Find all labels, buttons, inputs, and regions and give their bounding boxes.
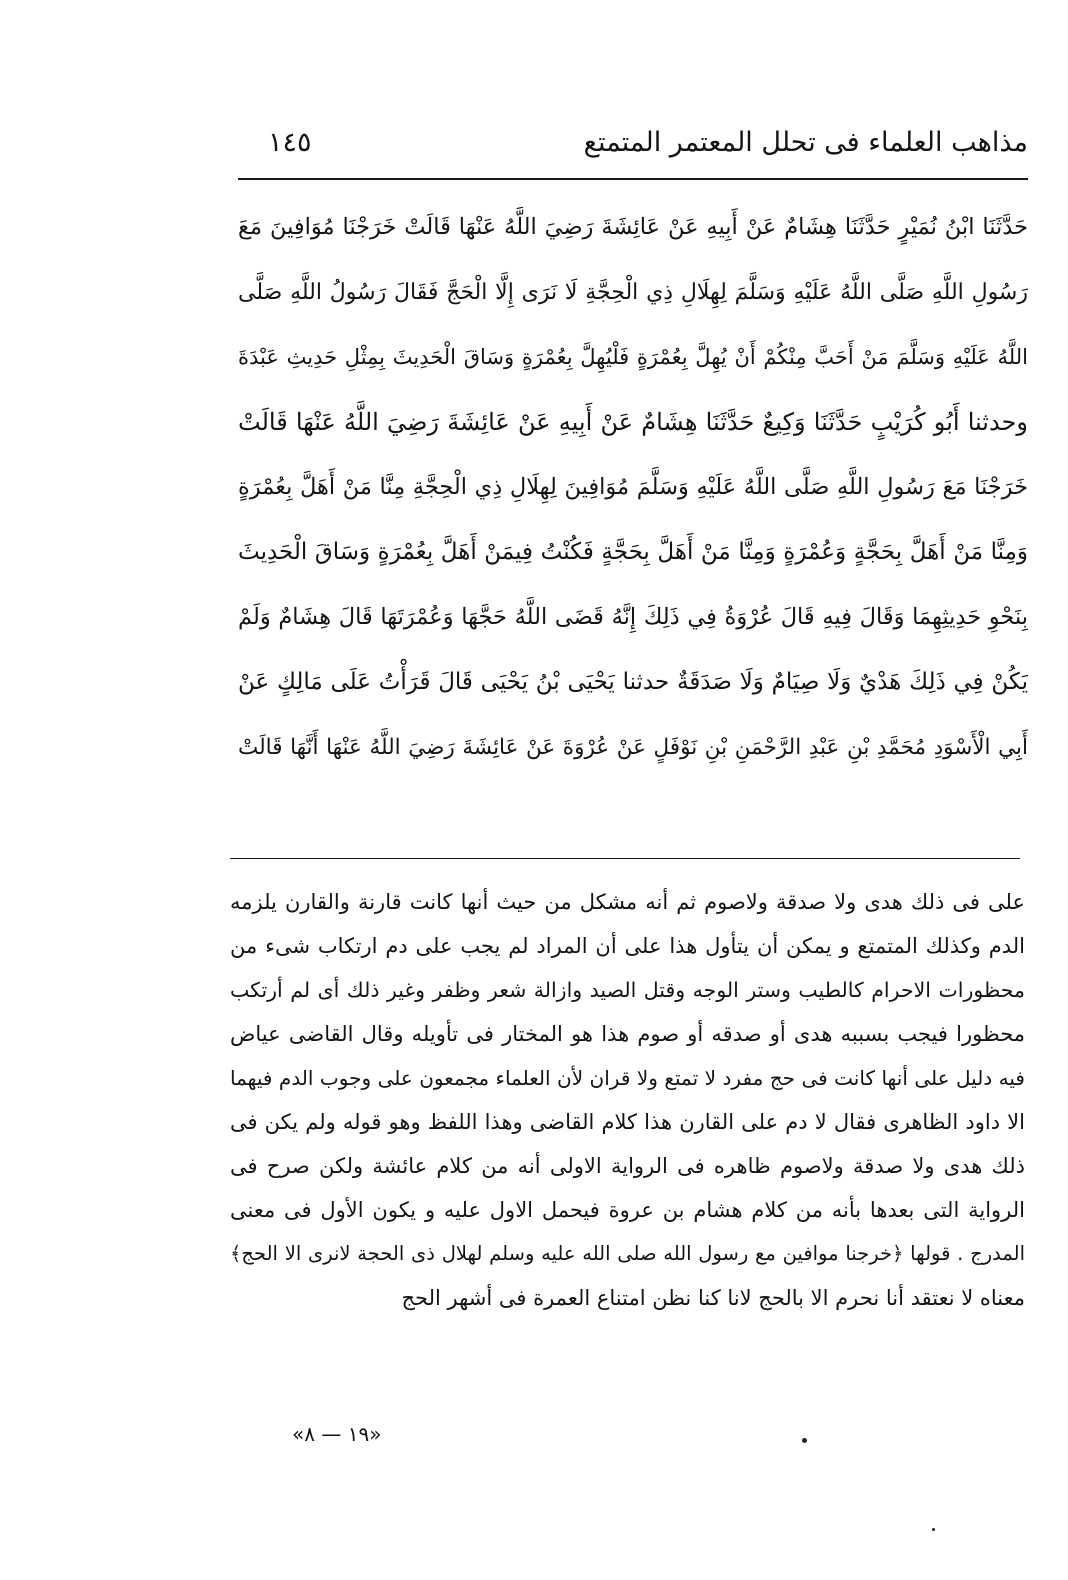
page-number: ١٤٥	[268, 127, 312, 158]
commentary-line: الدم وكذلك المتمتع و يمكن أن يتأول هذا على أن المراد لم يجب على دم ارتكاب شىء من	[230, 934, 1025, 958]
hadith-line: وَمِنَّا مَنْ أَهَلَّ بِحَجَّةٍ وَعُمْرَةٍ وَمِنَّا مَنْ أَهَلَّ بِحَجَّةٍ فَكُنْتُ فِيمَنْ أَهَلَّ بِعُمْرَةٍ وَسَاقَ الْحَدِيثَ	[238, 539, 1028, 565]
commentary-line: محظورا فيجب بسببه هدى أو صدقه أو صوم هذا هو المختار فى تأويله وقال القاضى عياض	[230, 1022, 1025, 1046]
commentary-line: الا داود الظاهرى فقال لا دم على القارن هذا كلام القاضى وهذا اللفظ وهو قوله ولم يكن فى	[230, 1110, 1025, 1134]
commentary-text	[230, 880, 1025, 1320]
hadith-line: وحدثنا أَبُو كُرَيْبٍ حَدَّثَنَا وَكِيعٌ حَدَّثَنَا هِشَامٌ عَنْ أَبِيهِ عَنْ عَائِشَةَ رَضِيَ اللَّهُ عَنْهَا قَالَتْ	[238, 408, 1028, 436]
commentary-line: المدرج . قولها ﴿خرجنا موافين مع رسول الله صلى الله عليه وسلم لهلال ذى الحجة لانرى الا الحج﴾	[230, 1242, 1025, 1265]
hadith-line: اللَّهُ عَلَيْهِ وَسَلَّمَ مَنْ أَحَبَّ مِنْكُمْ أَنْ يُهِلَّ بِعُمْرَةٍ فَلْيُهِلَّ بِعُمْرَةٍ وَسَاقَ الْحَدِيثَ بِمِثْلِ حَدِيثِ عَبْدَةَ	[238, 345, 1028, 369]
commentary-line: على فى ذلك هدى ولا صدقة ولاصوم ثم أنه مشكل من حيث أنها كانت قارنة والقارن يلزمه	[230, 890, 1025, 914]
speck-mark	[802, 1438, 807, 1443]
header-rule	[238, 178, 1028, 180]
commentary-line: محظورات الاحرام كالطيب وستر الوجه وقتل الصيد وازالة شعر وظفر وغير ذلك أى لم أرتكب	[230, 978, 1025, 1002]
running-title: مذاهب العلماء فى تحلل المعتمر المتمتع	[583, 127, 1028, 158]
commentary-line: معناه لا نعتقد أنا نحرم الا بالحج لانا كنا نظن امتناع العمرة فى أشهر الحج	[401, 1286, 1025, 1310]
hadith-text	[238, 195, 1028, 780]
commentary-line: الرواية التى بعدها بأنه من كلام هشام بن عروة فيحمل الاول عليه و يكون الأول فى معنى	[230, 1198, 1025, 1222]
hadith-line: يَكُنْ فِي ذَلِكَ هَدْيٌ وَلَا صِيَامٌ وَلَا صَدَقَةٌ حدثنا يَحْيَى بْنُ يَحْيَى قَالَ قَرَأْتُ عَلَى مَالِكٍ عَنْ	[238, 669, 1028, 695]
hadith-line: أَبِي الْأَسْوَدِ مُحَمَّدِ بْنِ عَبْدِ الرَّحْمَنِ بْنِ نَوْفَلٍ عَنْ عُرْوَةَ عَنْ عَائِشَةَ رَضِيَ اللَّهُ عَنْهَا أَنَّهَا قَالَتْ	[238, 735, 1028, 760]
commentary-separator	[230, 858, 1020, 859]
speck-mark	[932, 1528, 935, 1531]
hadith-line: رَسُولِ اللَّهِ صَلَّى اللَّهُ عَلَيْهِ وَسَلَّمَ لِهِلَالِ ذِي الْحِجَّةِ لَا نَرَى إِلَّا الْحَجَّ فَقَالَ رَسُولُ اللَّهِ صَلَّى	[238, 280, 1028, 305]
page-header	[238, 125, 1028, 171]
commentary-line: فيه دليل على أنها كانت فى حج مفرد لا تمتع ولا قران لأن العلماء مجمعون على وجوب الدم فيهما	[230, 1066, 1025, 1090]
hadith-line: بِنَحْوِ حَدِيثِهِمَا وَقَالَ فِيهِ قَالَ عُرْوَةُ فِي ذَلِكَ إِنَّهُ قَضَى اللَّهُ حَجَّهَا وَعُمْرَتَهَا قَالَ هِشَامٌ وَلَمْ	[238, 604, 1028, 630]
commentary-line: ذلك هدى ولا صدقة ولاصوم ظاهره فى الرواية الاولى أنه من كلام عائشة ولكن صرح فى	[230, 1154, 1025, 1178]
hadith-line: خَرَجْنَا مَعَ رَسُولِ اللَّهِ صَلَّى اللَّهُ عَلَيْهِ وَسَلَّمَ مُوَافِينَ لِهِلَالِ ذِي الْحِجَّةِ مِنَّا مَنْ أَهَلَّ بِعُمْرَةٍ	[238, 474, 1028, 500]
hadith-line: حَدَّثَنَا ابْنُ نُمَيْرٍ حَدَّثَنَا هِشَامٌ عَنْ أَبِيهِ عَنْ عَائِشَةَ رَضِيَ اللَّهُ عَنْهَا قَالَتْ خَرَجْنَا مُوَافِينَ مَعَ	[238, 214, 1028, 240]
printer-signature: «١٩ — ٨»	[292, 1422, 382, 1446]
